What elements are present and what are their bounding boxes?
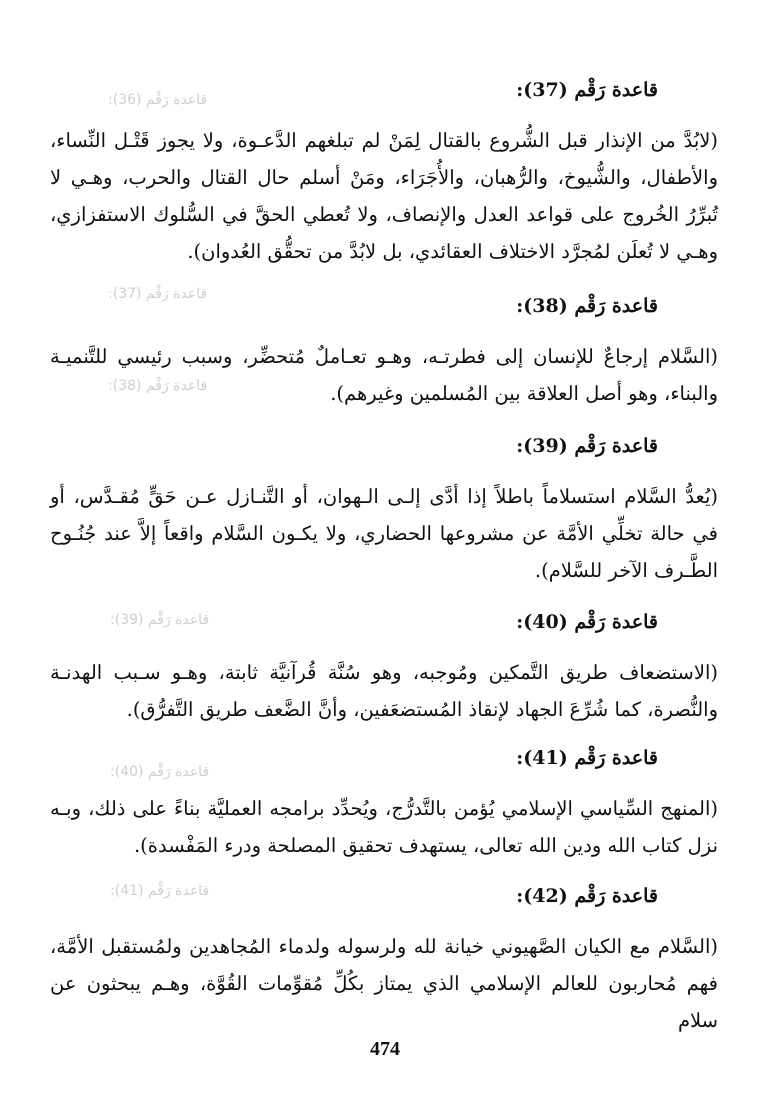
- bleed-through-mark: قاعدة رَقْم (37):: [108, 286, 208, 302]
- bleed-through-mark: قاعدة رَقْم (36):: [108, 92, 208, 108]
- rule-heading: قاعدة رَقْم (37):: [516, 79, 658, 101]
- rule-text: (المنهج السِّياسي الإسلامي يُؤمن بالتَّدرُّج، ويُحدِّد برامجه العمليَّة بناءً على ذلك، وبـه نزل كتاب الله ودين الله تعالى، يستهدف تحقيق المصلحة ودرء المَفْسدة).: [50, 797, 718, 857]
- rule-37: [50, 78, 718, 270]
- rule-heading: قاعدة رَقْم (39):: [516, 435, 658, 457]
- rule-42: [50, 884, 718, 1039]
- rule-text: (يُعدُّ السَّلام استسلاماً باطلاً إذا أدَّى إلـى الـهوان، أو التَّنـازل عـن حَقٍّ مُقـدَّس، أو في حالة تخلِّي الأمَّة عن مشروعها الحضاري، ولا يكـون السَّلام واقعاً إلاَّ عند جُنُـوح الطَّـرف الآخر للسَّلام).: [50, 485, 718, 582]
- rule-heading: قاعدة رَقْم (42):: [516, 885, 658, 907]
- rule-heading: قاعدة رَقْم (40):: [516, 611, 658, 633]
- rule-40: [50, 610, 718, 728]
- bleed-through-mark: قاعدة رَقْم (41):: [110, 883, 210, 899]
- rule-38: [50, 294, 718, 412]
- bleed-through-mark: قاعدة رَقْم (40):: [110, 764, 210, 780]
- rule-heading: قاعدة رَقْم (41):: [516, 747, 658, 769]
- rule-text: (السَّلام إرجاعٌ للإنسان إلى فطرتـه، وهـو تعـاملٌ مُتحضِّر، وسبب رئيسي للتَّنميـة والبناء، وهو أصل العلاقة بين المُسلمين وغيرهم).: [50, 345, 718, 405]
- rule-text: (الاستضعاف طريق التَّمكين ومُوجبه، وهو سُنَّة قُرآنيَّة ثابتة، وهـو سـبب الهدنـة والنُّصرة، كما شُرِّعَ الجهاد لإنقاذ المُستضعَفين، وأنَّ الضَّعف طريق التَّفرُّق).: [50, 661, 718, 721]
- rule-text: (لابُدَّ من الإنذار قبل الشُّروع بالقتال لِمَنْ لم تبلغهم الدَّعـوة، ولا يجوز قَتْـل النِّساء، والأطفال، والشُّيوخ، والرُّهبان، والأُجَرَاء، ومَنْ أسلم حال القتال والحرب، وهـي لا تُبرِّرُ الخُروج على قواعد العدل والإنصاف، ولا تُعطي الحقَّ في السُّلوك الاستفزازي، وهـي لا تُعلَن لمُجرَّد الاختلاف العقائدي، بل لابُدَّ من تحقُّق العُدوان).: [50, 129, 719, 263]
- bleed-through-mark: قاعدة رَقْم (38):: [108, 378, 208, 394]
- rule-41: [50, 746, 718, 864]
- rule-heading: قاعدة رَقْم (38):: [516, 295, 658, 317]
- rule-39: [50, 434, 718, 589]
- page-number: 474: [370, 1038, 400, 1060]
- rule-text: (السَّلام مع الكيان الصَّهيوني خيانة لله ولرسوله ولدماء المُجاهدين ولمُستقبل الأمَّة، فهم مُحاربون للعالم الإسلامي الذي يمتاز بكُلِّ مُقوِّمات القُوَّة، وهـم يبحثون عن سلام: [50, 935, 718, 1032]
- bleed-through-mark: قاعدة رَقْم (39):: [110, 612, 210, 628]
